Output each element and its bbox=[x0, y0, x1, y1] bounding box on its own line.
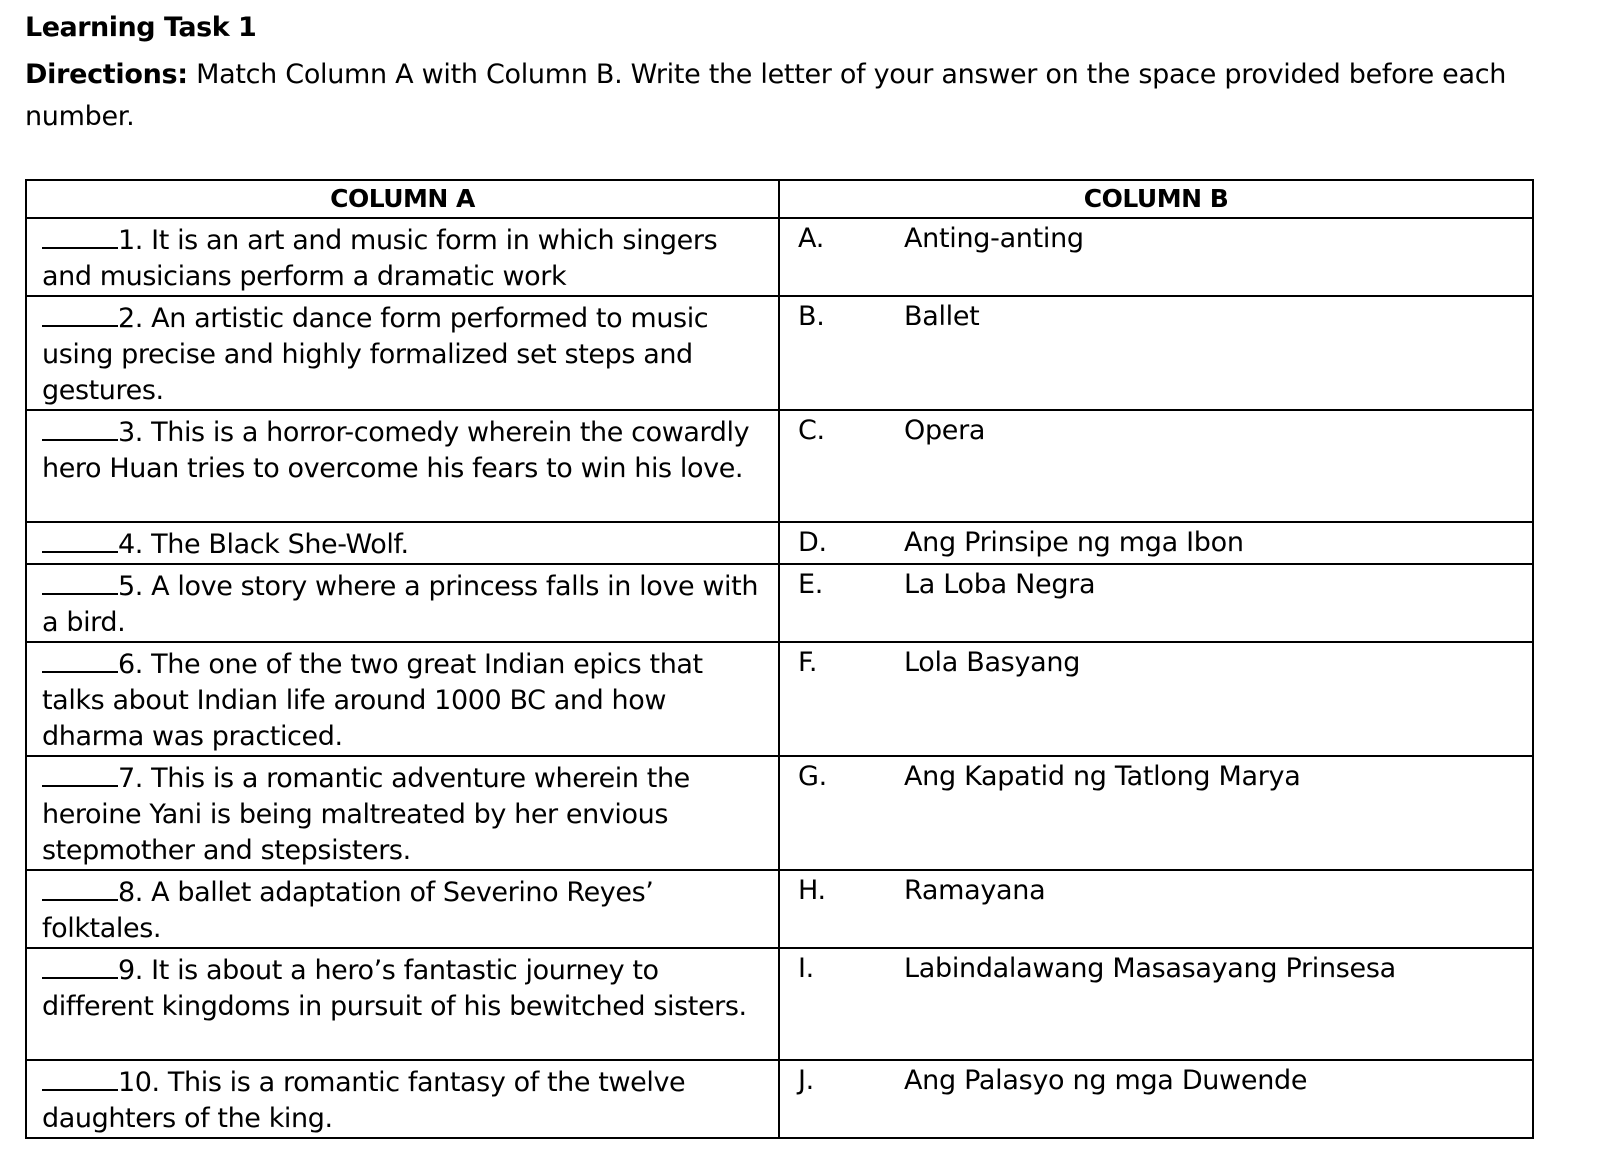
answer-blank[interactable] bbox=[42, 525, 118, 553]
choice-text: La Loba Negra bbox=[904, 569, 1096, 600]
table-row bbox=[26, 218, 1533, 296]
question-text: 6. The one of the two great Indian epics that talks about Indian life around 1000 BC and how dharma was practiced. bbox=[42, 649, 703, 752]
column-b-cell bbox=[779, 756, 1533, 870]
choice-letter: H. bbox=[798, 875, 826, 906]
directions bbox=[25, 54, 1565, 138]
column-b-cell bbox=[779, 1060, 1533, 1138]
question-text: 9. It is about a hero’s fantastic journey to different kingdoms in pursuit of his bewitched sisters. bbox=[42, 955, 747, 1022]
directions-label: Directions: bbox=[25, 59, 188, 90]
column-b-cell bbox=[779, 642, 1533, 756]
column-b-cell bbox=[779, 522, 1533, 564]
column-a-cell bbox=[26, 410, 779, 522]
question-text: 1. It is an art and music form in which singers and musicians perform a dramatic work bbox=[42, 225, 718, 292]
choice-text: Ballet bbox=[904, 301, 980, 332]
choice-text: Ang Prinsipe ng mga Ibon bbox=[904, 527, 1244, 558]
choice-text: Opera bbox=[904, 415, 986, 446]
choice-letter: A. bbox=[798, 223, 824, 254]
choice-letter: I. bbox=[798, 953, 814, 984]
column-a-cell bbox=[26, 756, 779, 870]
answer-blank[interactable] bbox=[42, 1063, 118, 1091]
table-row bbox=[26, 564, 1533, 642]
answer-blank[interactable] bbox=[42, 951, 118, 979]
answer-blank[interactable] bbox=[42, 221, 118, 249]
choice-letter: D. bbox=[798, 527, 827, 558]
question-text: 5. A love story where a princess falls in love with a bird. bbox=[42, 571, 759, 638]
answer-blank[interactable] bbox=[42, 759, 118, 787]
column-b-header: COLUMN B bbox=[779, 180, 1533, 218]
column-b-cell bbox=[779, 870, 1533, 948]
table-row bbox=[26, 948, 1533, 1060]
column-a-cell bbox=[26, 296, 779, 410]
choice-letter: C. bbox=[798, 415, 825, 446]
column-a-cell bbox=[26, 642, 779, 756]
question-text: 4. The Black She-Wolf. bbox=[118, 529, 409, 560]
answer-blank[interactable] bbox=[42, 413, 118, 441]
table-row bbox=[26, 642, 1533, 756]
column-a-header: COLUMN A bbox=[26, 180, 779, 218]
column-a-cell bbox=[26, 564, 779, 642]
table-row bbox=[26, 522, 1533, 564]
choice-letter: G. bbox=[798, 761, 827, 792]
table-row bbox=[26, 1060, 1533, 1138]
answer-blank[interactable] bbox=[42, 873, 118, 901]
column-a-cell bbox=[26, 870, 779, 948]
column-a-cell bbox=[26, 522, 779, 564]
column-a-cell bbox=[26, 218, 779, 296]
matching-table bbox=[25, 179, 1534, 1139]
choice-letter: E. bbox=[798, 569, 824, 600]
choice-text: Lola Basyang bbox=[904, 647, 1081, 678]
question-text: 2. An artistic dance form performed to music using precise and highly formalized set steps and gestures. bbox=[42, 303, 709, 406]
column-a-cell bbox=[26, 948, 779, 1060]
choice-text: Ramayana bbox=[904, 875, 1046, 906]
choice-letter: J. bbox=[798, 1065, 814, 1096]
header-row bbox=[26, 180, 1533, 218]
column-b-cell bbox=[779, 564, 1533, 642]
choice-text: Ang Palasyo ng mga Duwende bbox=[904, 1065, 1308, 1096]
answer-blank[interactable] bbox=[42, 567, 118, 595]
page-title: Learning Task 1 bbox=[25, 12, 257, 43]
column-a-cell bbox=[26, 1060, 779, 1138]
table-row bbox=[26, 756, 1533, 870]
choice-text: Anting-anting bbox=[904, 223, 1084, 254]
question-text: 8. A ballet adaptation of Severino Reyes’ folktales. bbox=[42, 877, 654, 944]
directions-text: Match Column A with Column B. Write the letter of your answer on the space provided before each number. bbox=[25, 59, 1507, 132]
choice-text: Labindalawang Masasayang Prinsesa bbox=[904, 953, 1396, 984]
question-text: 10. This is a romantic fantasy of the twelve daughters of the king. bbox=[42, 1067, 686, 1134]
question-text: 3. This is a horror-comedy wherein the cowardly hero Huan tries to overcome his fears to win his love. bbox=[42, 417, 750, 484]
answer-blank[interactable] bbox=[42, 645, 118, 673]
table-row bbox=[26, 870, 1533, 948]
table-row bbox=[26, 410, 1533, 522]
column-b-cell bbox=[779, 218, 1533, 296]
answer-blank[interactable] bbox=[42, 299, 118, 327]
column-b-cell bbox=[779, 296, 1533, 410]
column-b-cell bbox=[779, 410, 1533, 522]
table-row bbox=[26, 296, 1533, 410]
column-b-cell bbox=[779, 948, 1533, 1060]
question-text: 7. This is a romantic adventure wherein the heroine Yani is being maltreated by her envious stepmother and stepsisters. bbox=[42, 763, 690, 866]
choice-letter: F. bbox=[798, 647, 818, 678]
choice-letter: B. bbox=[798, 301, 825, 332]
choice-text: Ang Kapatid ng Tatlong Marya bbox=[904, 761, 1301, 792]
